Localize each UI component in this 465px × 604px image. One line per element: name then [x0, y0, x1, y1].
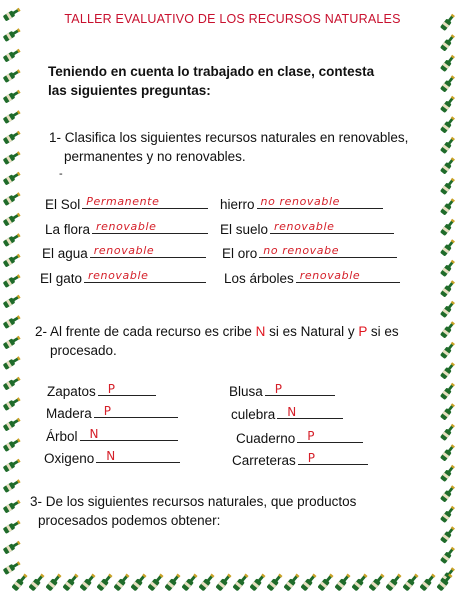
q1-label: La flora: [45, 222, 91, 237]
q1-item-arboles: [224, 267, 400, 286]
bottle-icon: [11, 573, 28, 592]
q2-item-blusa: [229, 380, 335, 399]
bottle-icon: [440, 115, 456, 133]
bottle-icon: [215, 573, 232, 592]
bottle-icon: [3, 396, 22, 411]
q2-label: Zapatos: [47, 384, 96, 399]
bottle-icon: [402, 573, 419, 592]
question-1-line-1: 1- Clasifica los siguientes recursos naturales en renovables,: [49, 130, 409, 145]
bottle-icon: [440, 300, 456, 318]
instructions: Teniendo en cuenta lo trabajado en clase, contesta las siguientes preguntas:: [48, 64, 375, 98]
q1-item-flora: [45, 218, 208, 237]
q2-answer: P: [103, 404, 112, 418]
q2-answer: P: [307, 451, 316, 465]
bottle-icon: [440, 54, 456, 72]
q2-answer: P: [274, 382, 283, 396]
q1-answer-blank[interactable]: [92, 218, 208, 234]
q2-item-carreteras: [232, 449, 368, 468]
q2-label: Carreteras: [232, 453, 296, 468]
bottle-icon: [3, 314, 22, 329]
worksheet-title: TALLER EVALUATIVO DE LOS RECURSOS NATURALES: [64, 12, 401, 26]
bottle-icon: [440, 218, 456, 236]
bottle-icon: [147, 573, 164, 592]
q1-answer: no renovabe: [263, 244, 340, 257]
q2-label: Madera: [46, 406, 92, 421]
bottle-icon: [440, 464, 456, 482]
q1-answer: no renovable: [260, 195, 340, 208]
bottle-icon: [440, 197, 456, 215]
bottle-icon: [440, 484, 456, 502]
bottle-icon: [3, 355, 22, 370]
bottle-icon: [3, 376, 22, 391]
bottle-icon: [3, 48, 22, 63]
q2-item-oxigeno: [44, 447, 180, 466]
bottle-icon: [440, 279, 456, 297]
q2-answer: P: [107, 382, 116, 396]
natural-letter: N: [255, 324, 266, 339]
bottle-icon: [300, 573, 317, 592]
q2-answer-blank[interactable]: [298, 449, 368, 465]
bottle-icon: [3, 294, 22, 309]
bottle-icon: [266, 573, 283, 592]
bottle-icon: [3, 437, 22, 452]
bottle-icon: [3, 253, 22, 268]
bottle-icon: [440, 341, 456, 359]
q2-answer-blank[interactable]: [265, 380, 335, 396]
bottle-icon: [130, 573, 147, 592]
q1-answer-blank[interactable]: [90, 242, 206, 258]
q1-item-agua: [42, 242, 206, 261]
bottle-icon: [3, 458, 22, 473]
bottle-icon: [351, 573, 368, 592]
question-3-line-1: 3- De los siguientes recursos naturales, que productos: [30, 494, 357, 509]
bottle-icon: [164, 573, 181, 592]
bottle-icon: [440, 74, 456, 92]
bottle-icon: [440, 525, 456, 543]
bottle-icon: [3, 335, 22, 350]
bottle-icon: [334, 573, 351, 592]
bottle-icon: [440, 320, 456, 338]
bottle-icon: [440, 95, 456, 113]
bottle-icon: [3, 212, 22, 227]
q1-label: El agua: [42, 246, 88, 261]
bottle-icon: [3, 68, 22, 83]
q1-label: El gato: [40, 271, 83, 286]
bottle-icon: [436, 573, 453, 592]
bottle-icon: [440, 443, 456, 461]
q2-item-zapatos: [47, 380, 156, 399]
q2-text: si es Natural y: [265, 324, 359, 339]
q2-label: Cuaderno: [236, 431, 296, 446]
bottle-icon: [419, 573, 436, 592]
bottle-icon: [113, 573, 130, 592]
q2-answer-blank[interactable]: [98, 380, 156, 396]
q2-label: Oxigeno: [44, 451, 95, 466]
q1-answer-blank[interactable]: [257, 193, 383, 209]
bottle-icon: [440, 238, 456, 256]
bottle-icon: [3, 191, 22, 206]
bottle-icon: [385, 573, 402, 592]
q2-answer-blank[interactable]: [297, 427, 363, 443]
q1-item-sol: [45, 193, 208, 212]
bottle-icon: [3, 171, 22, 186]
bottle-icon: [232, 573, 249, 592]
bottle-icon: [440, 136, 456, 154]
bottle-icon: [3, 560, 22, 575]
q2-label: culebra: [231, 407, 276, 422]
q1-item-suelo: [220, 218, 394, 237]
bottle-icon: [368, 573, 385, 592]
q2-item-madera: [46, 402, 178, 421]
bottle-icon: [45, 573, 62, 592]
bottle-icon: [440, 156, 456, 174]
bottle-icon: [3, 519, 22, 534]
bottle-icon: [440, 546, 456, 564]
q1-item-oro: [222, 242, 397, 261]
bottle-icon: [3, 478, 22, 493]
bottle-icon: [3, 150, 22, 165]
question-2-line-2: procesado.: [50, 343, 117, 358]
question-2-line-1: [35, 322, 399, 341]
bottle-icon: [440, 259, 456, 277]
q2-answer-blank[interactable]: [80, 425, 178, 441]
q1-label: hierro: [220, 197, 255, 212]
bottle-icon: [3, 499, 22, 514]
bottle-icon: [249, 573, 266, 592]
bottle-icon: [198, 573, 215, 592]
bottle-icon: [3, 27, 22, 42]
q2-answer-blank[interactable]: [94, 402, 178, 418]
q2-answer-blank[interactable]: [96, 447, 180, 463]
q2-label: Blusa: [229, 384, 263, 399]
bottle-icon: [440, 423, 456, 441]
q2-item-arbol: [46, 425, 178, 444]
q2-answer: P: [307, 429, 315, 443]
bottle-icon: [440, 33, 456, 51]
q1-label: El Sol: [45, 197, 81, 212]
bottle-icon: [440, 402, 456, 420]
q1-label: El oro: [222, 246, 258, 261]
q1-label: El suelo: [220, 222, 269, 237]
q1-answer: renovable: [299, 269, 361, 282]
processed-letter: P: [358, 324, 368, 339]
bottle-icon: [3, 417, 22, 432]
q1-answer-blank[interactable]: [82, 193, 208, 209]
q1-answer-blank[interactable]: [259, 242, 397, 258]
q1-answer-blank[interactable]: [296, 267, 400, 283]
bottle-icon: [3, 130, 22, 145]
q1-answer: renovable: [96, 220, 157, 233]
bottle-icon: [181, 573, 198, 592]
q2-answer: N: [106, 449, 116, 463]
bottle-icon: [3, 232, 22, 247]
q1-answer-blank[interactable]: [270, 218, 394, 234]
question-1-line-2: permanentes y no renovables.: [64, 149, 246, 164]
q1-answer-blank[interactable]: [84, 267, 206, 283]
question-3-line-2: procesados podemos obtener:: [38, 513, 221, 528]
bottle-icon: [28, 573, 45, 592]
q1-item-hierro: [220, 193, 383, 212]
bottle-icon: [3, 540, 22, 555]
bottle-icon: [62, 573, 79, 592]
q2-text: si es: [367, 324, 399, 339]
bottle-icon: [3, 109, 22, 124]
q2-answer: N: [89, 427, 99, 441]
q2-item-cuaderno: [236, 427, 363, 446]
bottle-icon: [440, 177, 456, 195]
q2-item-culebra: [231, 403, 343, 422]
bottle-icon: [440, 382, 456, 400]
bottle-icon: [3, 89, 22, 104]
q1-answer: renovable: [274, 220, 335, 233]
q2-answer-blank[interactable]: [277, 403, 343, 419]
q1-answer: renovable: [88, 269, 149, 282]
stray-mark: -: [59, 168, 63, 180]
bottle-icon: [440, 505, 456, 523]
q1-label: Los árboles: [224, 271, 294, 286]
bottle-icon: [440, 361, 456, 379]
q1-answer: renovable: [93, 244, 155, 257]
bottle-icon: [3, 273, 22, 288]
q1-answer: Permanente: [86, 195, 160, 208]
q2-text: 2- Al frente de cada recurso es cribe: [35, 324, 256, 339]
bottle-icon: [283, 573, 300, 592]
bottle-icon: [79, 573, 96, 592]
q2-label: Árbol: [46, 429, 78, 444]
q2-answer: N: [287, 405, 297, 419]
bottle-icon: [440, 566, 456, 584]
bottle-icon: [96, 573, 113, 592]
q1-item-gato: [40, 267, 206, 286]
bottle-icon: [317, 573, 334, 592]
